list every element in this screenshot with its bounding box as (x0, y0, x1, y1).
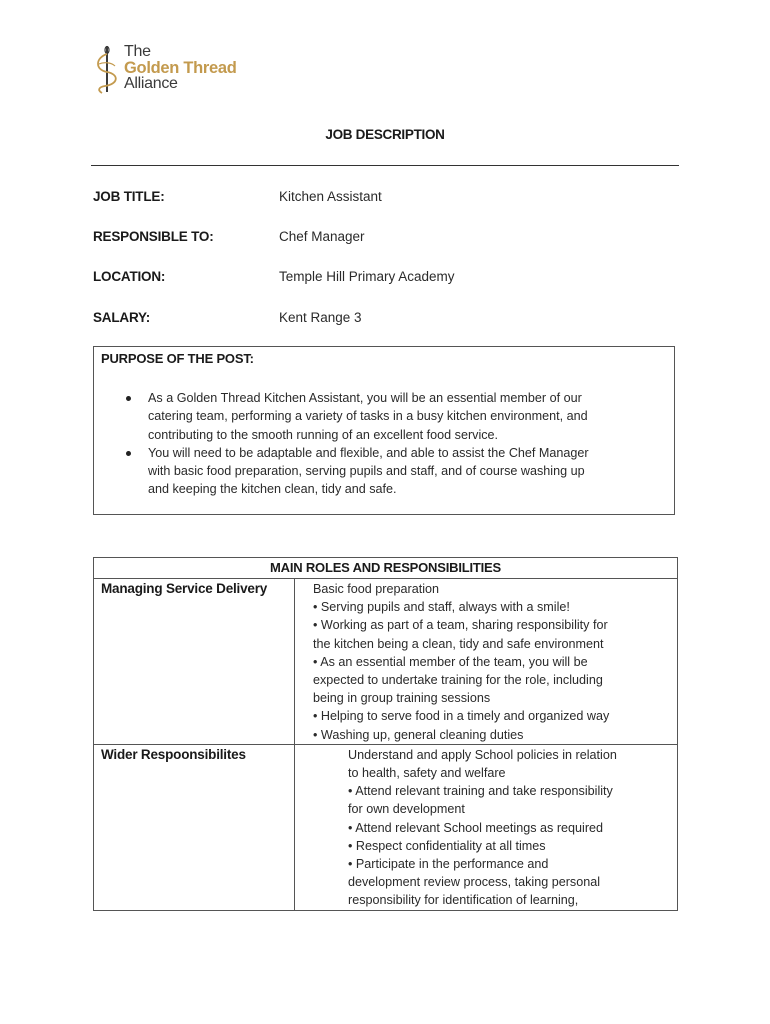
field-value: Kitchen Assistant (279, 189, 382, 204)
role-line: • Serving pupils and staff, always with a smile! (313, 600, 570, 615)
table-row (94, 579, 678, 745)
role-name: Wider Respoonsibilites (94, 744, 295, 910)
field-label: SALARY: (93, 310, 151, 325)
role-details (295, 744, 678, 910)
purpose-line: You will need to be adaptable and flexible, and able to assist the Chef Manager (148, 445, 589, 460)
purpose-line: catering team, performing a variety of tasks in a busy kitchen environment, and (148, 409, 588, 424)
logo-line-the: The (124, 43, 151, 60)
purpose-list (94, 389, 658, 499)
company-logo (93, 44, 253, 96)
roles-table-heading: MAIN ROLES AND RESPONSIBILITIES (94, 558, 678, 579)
purpose-line: and keeping the kitchen clean, tidy and safe. (148, 482, 397, 497)
field-value: Temple Hill Primary Academy (279, 269, 455, 284)
purpose-bullet (94, 444, 658, 499)
purpose-line: contributing to the smooth running of an excellent food service. (148, 427, 499, 442)
purpose-bullet (94, 389, 658, 444)
logo-line-alliance: Alliance (124, 75, 178, 92)
role-line: for own development (348, 802, 465, 817)
role-line: • Washing up, general cleaning duties (313, 727, 524, 742)
purpose-line: with basic food preparation, serving pupils and staff, and of course washing up (148, 464, 585, 479)
role-line: • Attend relevant School meetings as required (348, 820, 604, 835)
role-line: • Participate in the performance and (348, 857, 549, 872)
roles-table (93, 557, 678, 911)
role-line: • Respect confidentiality at all times (348, 838, 546, 853)
role-details (295, 579, 678, 745)
role-line: to health, safety and welfare (348, 766, 506, 781)
role-line: development review process, taking personal (348, 875, 601, 890)
role-line: Understand and apply School policies in relation (348, 747, 617, 762)
role-line: responsibility for identification of learning, (348, 893, 579, 908)
needle-thread-icon (93, 44, 123, 96)
role-line: • Helping to serve food in a timely and organized way (313, 709, 610, 724)
purpose-heading: PURPOSE OF THE POST: (101, 351, 254, 366)
document-title: JOB DESCRIPTION (325, 127, 445, 142)
field-label: JOB TITLE: (93, 189, 165, 204)
purpose-section (93, 346, 675, 515)
field-value: Chef Manager (279, 229, 365, 244)
role-line: Basic food preparation (313, 582, 440, 596)
role-name: Managing Service Delivery (94, 579, 295, 745)
role-line: • Attend relevant training and take responsibility (348, 784, 613, 799)
title-divider (91, 165, 679, 166)
role-line: • As an essential member of the team, you will be (313, 654, 588, 669)
role-line: being in group training sessions (313, 691, 491, 706)
purpose-line: As a Golden Thread Kitchen Assistant, you will be an essential member of our (148, 391, 582, 405)
field-label: RESPONSIBLE TO: (93, 229, 214, 244)
role-line: the kitchen being a clean, tidy and safe environment (313, 636, 604, 651)
table-row (94, 744, 678, 910)
role-line: expected to undertake training for the role, including (313, 673, 603, 688)
field-label: LOCATION: (93, 269, 166, 284)
field-value: Kent Range 3 (279, 310, 362, 325)
role-line: • Working as part of a team, sharing responsibility for (313, 618, 608, 633)
logo-line-golden-thread: Golden Thread (124, 59, 237, 77)
